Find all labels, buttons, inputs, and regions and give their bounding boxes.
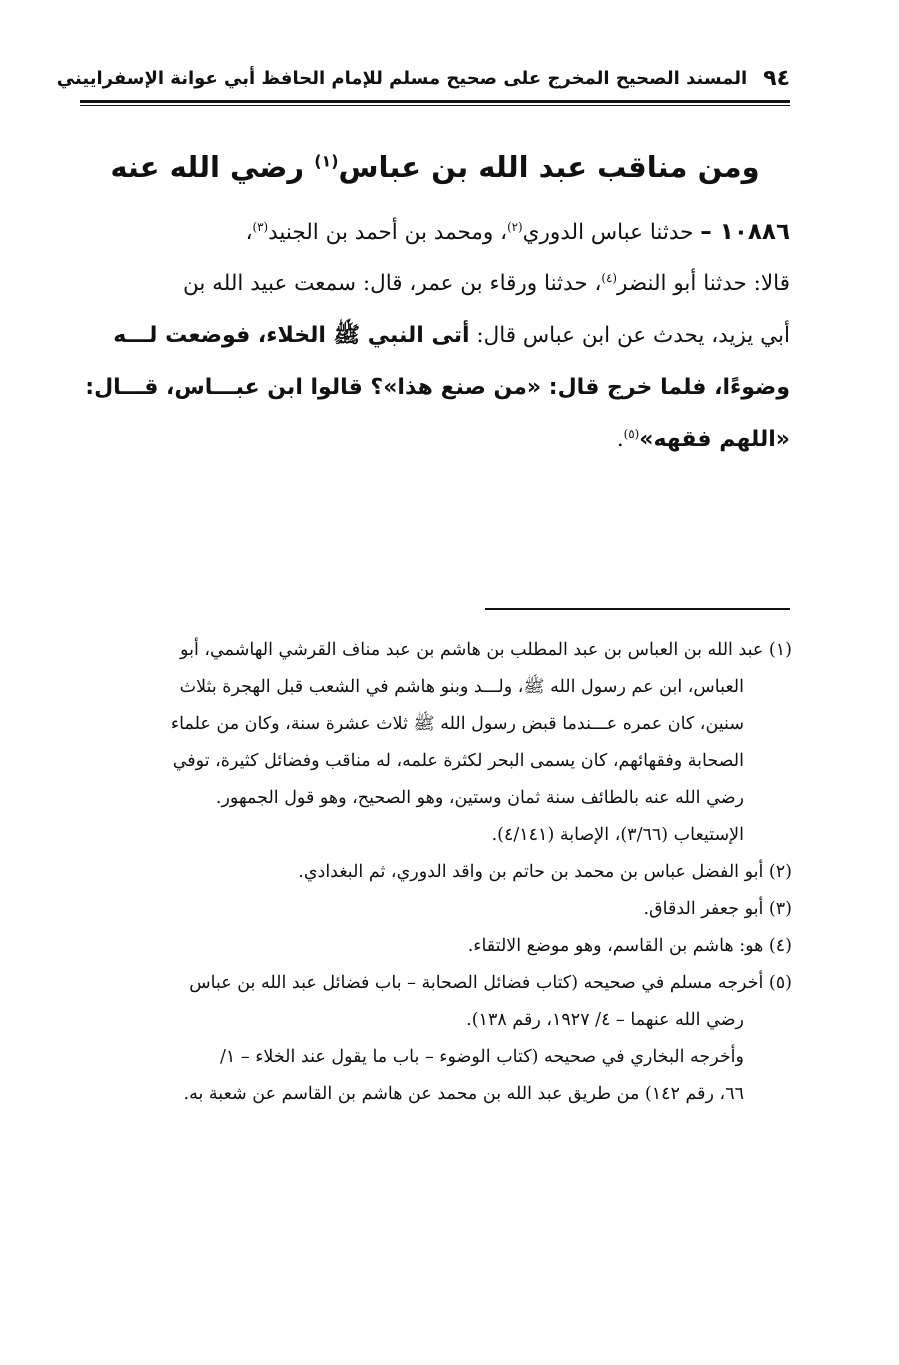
footnotes <box>80 632 792 1113</box>
header-rule-thick <box>80 100 790 103</box>
hadith-line-2 <box>80 258 790 310</box>
hadith-text-span: . <box>616 427 624 452</box>
footnote-separator <box>485 608 790 610</box>
section-title-suffix: رضي الله عنه <box>110 150 305 184</box>
hadith-line-4 <box>80 362 790 414</box>
hadith-line-3 <box>80 310 790 362</box>
hadith-matn-bold: وضوءًا، فلما خرج قال: <box>541 375 790 400</box>
footnote-ref-1: (١) <box>314 151 339 171</box>
section-title <box>80 142 790 192</box>
hadith-text-span: أبي يزيد، يحدث عن ابن عباس قال: <box>469 323 790 348</box>
hadith-matn-bold: أتى النبي ﷺ الخلاء، فوضعت لـــه <box>113 323 470 348</box>
hadith-text-span: ، <box>245 220 253 245</box>
footnote-5-line: رضي الله عنهما – ٤/ ١٩٢٧، رقم ١٣٨). <box>466 1010 744 1030</box>
hadith-text-span: ، حدثنا ورقاء بن عمر، قال: سمعت عبيد الله بن <box>183 271 602 296</box>
hadith-text-span: قالا: حدثنا أبو النضر <box>616 271 790 296</box>
footnote-ref-4: (٤) <box>601 270 617 285</box>
header-rule-thin <box>80 105 790 106</box>
running-header <box>56 56 790 100</box>
hadith-matn-bold: «اللهم فقهه» <box>639 427 790 452</box>
hadith-line-5 <box>80 414 790 466</box>
footnote-3: (٣) أبو جعفر الدقاق. <box>643 899 792 919</box>
section-title-text: ومن مناقب عبد الله بن عباس <box>338 150 760 184</box>
hadith-text-span: ، ومحمد بن أحمد بن الجنيد <box>268 220 508 245</box>
page-number: ٩٤ <box>763 65 790 91</box>
footnote-ref-2: (٢) <box>507 219 523 234</box>
footnote-4: (٤) هو: هاشم بن القاسم، وهو موضع الالتقاء. <box>467 936 792 956</box>
hadith-matn-bold: «من صنع هذا»؟ قالوا ابن عبـــاس، قـــال: <box>85 375 542 400</box>
footnote-1-line: الإستيعاب (٣/٦٦)، الإصابة (٤/١٤١). <box>491 825 744 845</box>
footnote-1-line: الصحابة وفقهائهم، كان يسمى البحر لكثرة علمه، له مناقب وفضائل كثيرة، توفي <box>172 751 744 771</box>
footnote-ref-3: (٣) <box>252 219 269 234</box>
book-title: المسند الصحيح المخرج على صحيح مسلم للإمام الحافظ أبي عوانة الإسفراييني <box>56 67 748 89</box>
footnote-1-line: (١) عبد الله بن العباس بن عبد المطلب بن هاشم بن عبد مناف القرشي الهاشمي، أبو <box>180 640 792 660</box>
footnote-5-line: ٦٦، رقم ١٤٢) من طريق عبد الله بن محمد عن هاشم بن القاسم عن شعبة به. <box>183 1084 744 1104</box>
hadith-number: ١٠٨٨٦ – <box>700 219 790 245</box>
hadith-text-span: حدثنا عباس الدوري <box>522 220 694 245</box>
footnote-1-line: رضي الله عنه بالطائف سنة ثمان وستين، وهو الصحيح، وهو قول الجمهور. <box>215 788 744 808</box>
footnote-1-line: العباس، ابن عم رسول الله ﷺ، ولـــد وبنو هاشم في الشعب قبل الهجرة بثلاث <box>179 677 744 697</box>
footnote-5-line: (٥) أخرجه مسلم في صحيحه (كتاب فضائل الصحابة – باب فضائل عبد الله بن عباس <box>189 973 792 993</box>
footnote-ref-5: (٥) <box>623 426 640 441</box>
hadith-line-1 <box>80 206 790 258</box>
hadith-text <box>80 206 790 466</box>
footnote-1-line: سنين، كان عمره عـــندما قبض رسول الله ﷺ ثلاث عشرة سنة، وكان من علماء <box>170 714 744 734</box>
footnote-5-line: وأخرجه البخاري في صحيحه (كتاب الوضوء – باب ما يقول عند الخلاء – ١/ <box>220 1047 744 1067</box>
footnote-2: (٢) أبو الفضل عباس بن محمد بن حاتم بن واقد الدوري، ثم البغدادي. <box>298 862 792 882</box>
